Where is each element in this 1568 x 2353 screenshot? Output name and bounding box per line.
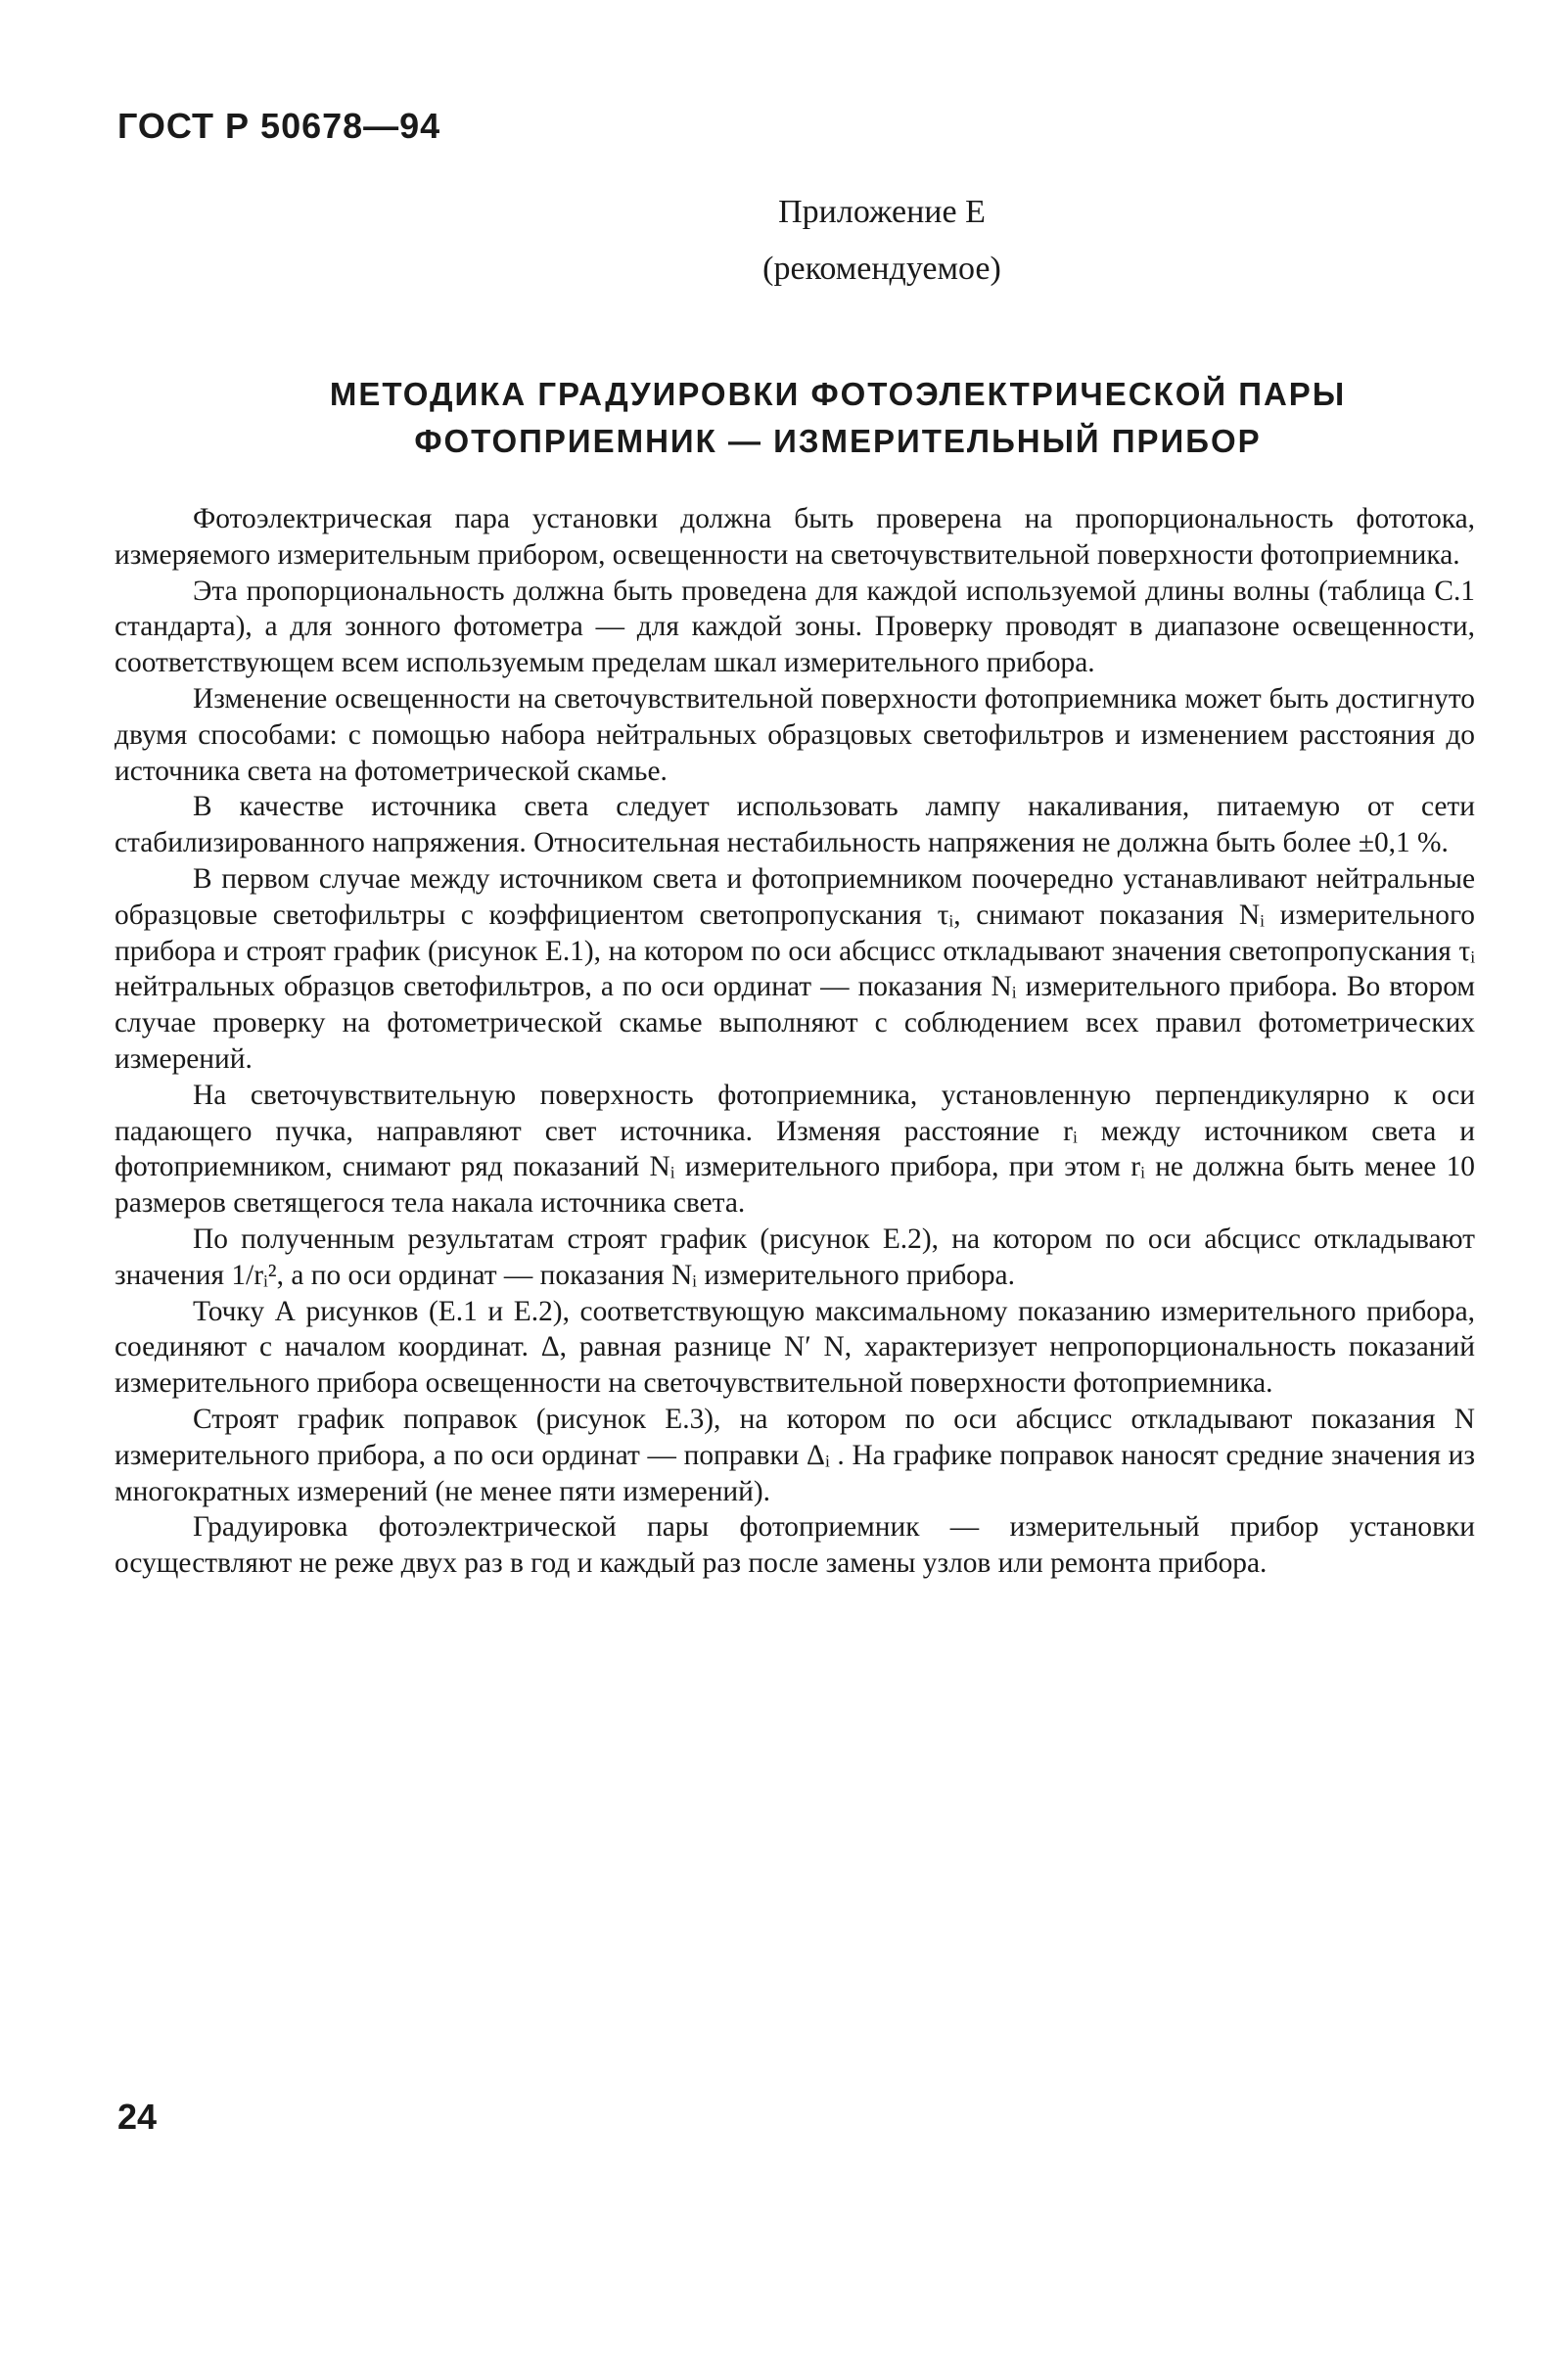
paragraph: Фотоэлектрическая пара установки должна быть проверена на пропорциональность фототока, измеряемого измерительным прибором, освещенности на светочувствительной поверхности фотоприемника. xyxy=(115,503,1475,571)
paragraph: В качестве источника света следует использовать лампу накаливания, питаемую от сети стабилизированного напряжения. Относительная нестабильность напряжения не должна быть более ±0,1 %. xyxy=(115,791,1475,859)
paragraph: По полученным результатам строят график (рисунок Е.2), на котором по оси абсцисс откладывают значения 1/rᵢ², а по оси ординат — показания Nᵢ измерительного прибора. xyxy=(115,1223,1475,1291)
paragraph: Строят график поправок (рисунок Е.3), на котором по оси абсцисс откладывают показания N измерительного прибора, а по оси ординат — поправки Δᵢ . На графике поправок наносят средние значения из многократных измерений (не менее пяти измерений). xyxy=(115,1403,1475,1507)
page-number: 24 xyxy=(117,2097,158,2137)
appendix-status: (рекомендуемое) xyxy=(762,251,1001,287)
paragraph: На светочувствительную поверхность фотоприемника, установленную перпендикулярно к оси падающего пучка, направляют свет источника. Изменяя расстояние rᵢ между источником света и фотоприемником, снимают ряд показаний Nᵢ измерительного прибора, при этом rᵢ не должна быть менее 10 размеров светящегося тела накала источника света. xyxy=(115,1079,1475,1220)
section-heading-line-2: ФОТОПРИЕМНИК — ИЗМЕРИТЕЛЬНЫЙ ПРИБОР xyxy=(414,423,1262,459)
paragraph: Эта пропорциональность должна быть проведена для каждой используемой длины волны (таблица С.1 стандарта), а для зонного фотометра — для каждой зоны. Проверку проводят в диапазоне освещенности, соответствующем всем используемым пределам шкал измерительного прибора. xyxy=(115,575,1475,679)
paragraph: Точку А рисунков (Е.1 и Е.2), соответствующую максимальному показанию измерительного прибора, соединяют с началом координат. Δ, равная разнице N′ N, характеризует непропорциональность показаний измерительного прибора освещенности на светочувствительной поверхности фотоприемника. xyxy=(115,1295,1475,1400)
paragraph: Градуировка фотоэлектрической пары фотоприемник — измерительный прибор установки осуществляют не реже двух раз в год и каждый раз после замены узлов или ремонта прибора. xyxy=(115,1511,1475,1580)
body-text xyxy=(115,501,1475,1582)
standard-code: ГОСТ Р 50678—94 xyxy=(117,106,441,146)
section-heading-line-1: МЕТОДИКА ГРАДУИРОВКИ ФОТОЭЛЕКТРИЧЕСКОЙ ПАРЫ xyxy=(329,376,1347,412)
appendix-title: Приложение Е xyxy=(778,194,986,230)
paragraph: Изменение освещенности на светочувствительной поверхности фотоприемника может быть достигнуто двумя способами: с помощью набора нейтральных образцовых светофильтров и изменением расстояния до источника света на фотометрической скамье. xyxy=(115,682,1475,787)
paragraph: В первом случае между источником света и фотоприемником поочередно устанавливают нейтральные образцовые светофильтры с коэффициентом светопропускания τᵢ, снимают показания Nᵢ измерительного прибора и строят график (рисунок Е.1), на котором по оси абсцисс откладывают значения светопропускания τᵢ нейтральных образцов светофильтров, а по оси ординат — показания Nᵢ измерительного прибора. Во втором случае проверку на фотометрической скамье выполняют с соблюдением всех правил фотометрических измерений. xyxy=(115,862,1475,1075)
